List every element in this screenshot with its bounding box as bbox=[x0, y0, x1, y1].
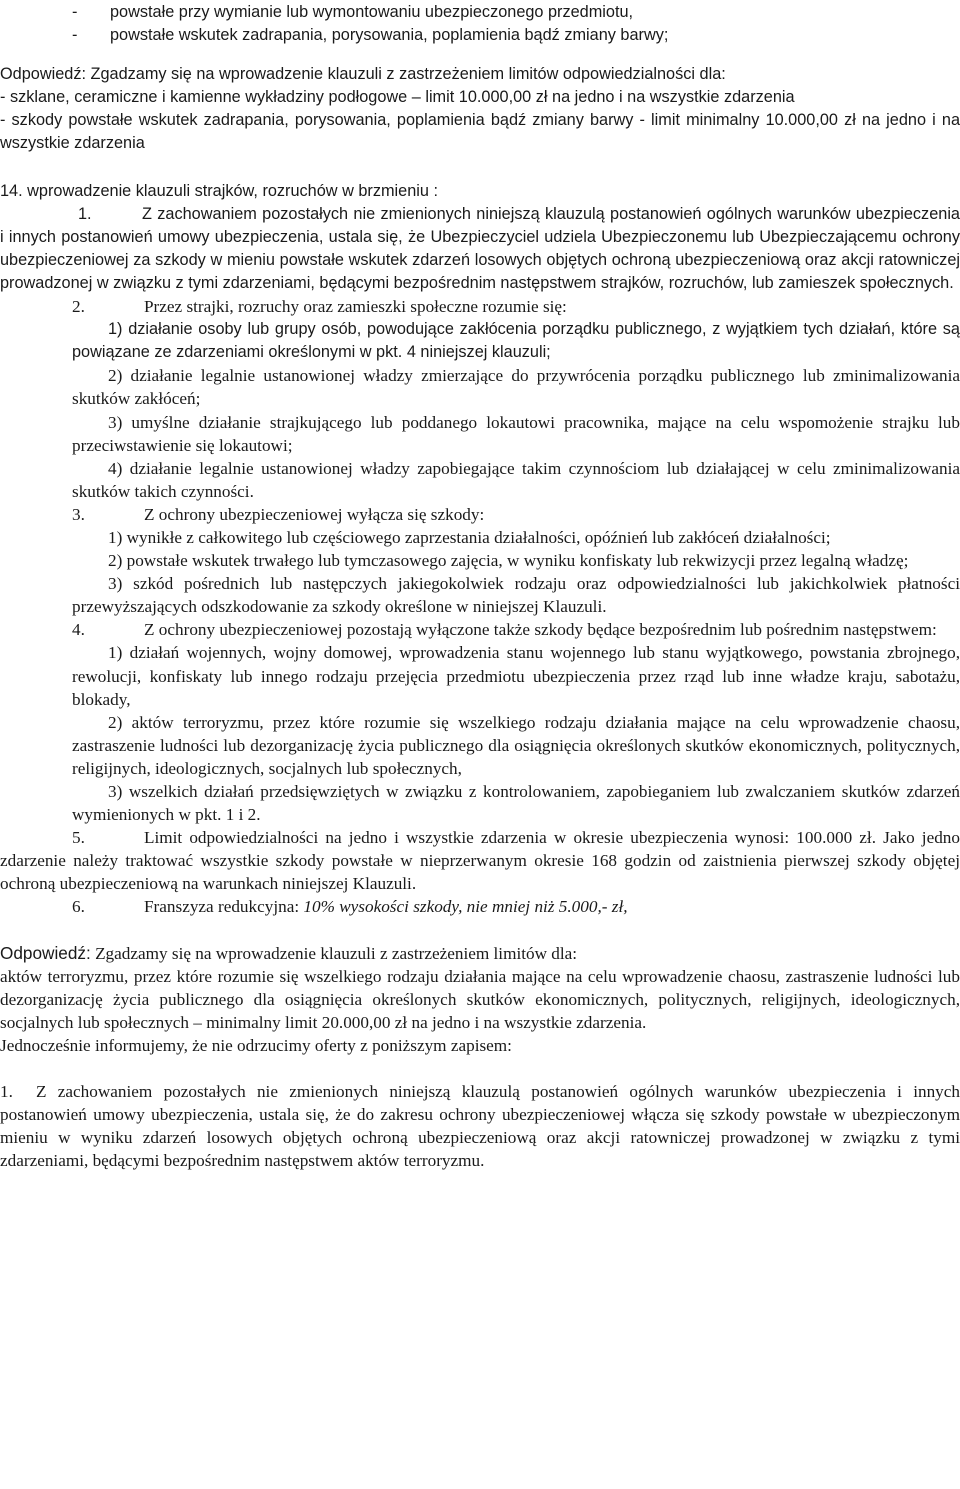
clause-subitem: 3) wszelkich działań przedsięwziętych w związku z kontrolowaniem, zapobieganiem lub zwalczaniem skutków zdarzeń wymienionych w pkt. 1 i 2. bbox=[72, 782, 960, 825]
clause-subitem: 4) działanie legalnie ustanowionej władzy zapobiegające takim czynnościom lub działającej w celu zminimalizowania skutków takich czynności. bbox=[72, 458, 960, 501]
bullet-item: - powstałe wskutek zadrapania, porysowania, poplamienia bądź zmiany barwy; bbox=[72, 26, 669, 45]
clause-paragraph bbox=[0, 826, 960, 895]
answer-body: aktów terroryzmu, przez które rozumie się wszelkiego rodzaju działania mające na celu wprowadzenie chaosu, zastraszenie ludności lub dezorganizację życia publicznego dla osiągnięcia określonych skutków ekonomicznych, politycznych, religijnych, ideologicznych, socjalnych lub społecznych – minimalny limit 20.000,00 zł na jedno i na wszystkie zdarzenia. bbox=[0, 966, 960, 1032]
deductible-label: Franszyza redukcyjna: bbox=[144, 897, 304, 917]
clause-number: 4. bbox=[72, 620, 85, 640]
clause-number: 5. bbox=[72, 828, 85, 848]
clause-number: 1. bbox=[0, 1082, 13, 1102]
clause-subitem: 2) aktów terroryzmu, przez które rozumie się wszelkiego rodzaju działania mające na celu wprowadzenie chaosu, zastraszenie ludności lub dezorganizację życia publicznego dla osiągnięcia określonych skutków ekonomicznych, politycznych, religijnych, ideologicznych, socjalnych lub społecznych, bbox=[72, 712, 960, 778]
clause-text: Z ochrony ubezpieczeniowej wyłącza się szkody: bbox=[144, 504, 485, 524]
clause-paragraph bbox=[0, 295, 960, 318]
clause-paragraph bbox=[0, 618, 960, 641]
deductible-value: 10% wysokości szkody, nie mniej niż 5.000,- zł, bbox=[303, 897, 628, 917]
answer-paragraph bbox=[0, 63, 960, 86]
answer-label: Odpowiedź: bbox=[0, 942, 91, 963]
clause-number: 6. bbox=[72, 897, 85, 917]
clause-subitem: 1) wynikłe z całkowitego lub częściowego zaprzestania działalności, opóźnień lub zakłóceń działalności; bbox=[108, 527, 831, 547]
spacer bbox=[0, 1057, 960, 1080]
clause-paragraph bbox=[0, 203, 960, 295]
final-clause bbox=[0, 1080, 960, 1172]
clause-paragraph bbox=[0, 895, 960, 918]
clause-text: Z zachowaniem pozostałych nie zmienionych niniejszą klauzulą postanowień ogólnych warunków ubezpieczenia i innych postanowień umowy ubezpieczenia, ustala się, że do zakresu ochrony ubezpieczeniowej włącza się szkody powstałe w ubezpieczonym mieniu w wyniku zdarzeń losowych objętych ochroną ubezpieczeniową oraz akcji ratowniczej prowadzonej w związku z tymi zdarzeniami, będącymi bezpośrednim następstwem aktów terroryzmu. bbox=[0, 1082, 960, 1171]
clause-subitem: 2) działanie legalnie ustanowionej władzy zmierzające do przywrócenia porządku publicznego lub zminimalizowania skutków zakłóceń; bbox=[72, 366, 960, 409]
clause-text: Limit odpowiedzialności na jedno i wszystkie zdarzenia w okresie ubezpieczenia wynosi: 100.000 zł. Jako jedno zdarzenie należy traktować wszystkie szkody powstałe w nieprzerwanym okresie 168 godzin od zaistnienia pierwszej szkody objętej ochroną ubezpieczeniową na warunkach niniejszej Klauzuli. bbox=[0, 828, 960, 894]
answer-lead: Zgadzamy się na wprowadzenie klauzuli z zastrzeżeniem limitów odpowiedzialności dla: bbox=[85, 65, 726, 84]
answer-label: Odpowiedź: bbox=[0, 65, 86, 84]
spacer bbox=[0, 919, 960, 942]
clause-text: Z ochrony ubezpieczeniowej pozostają wyłączone także szkody będące bezpośrednim lub pośrednim następstwem: bbox=[144, 620, 937, 640]
clause-subitem: 3) umyślne działanie strajkującego lub poddanego lokautowi pracownika, mające na celu wspomożenie strajku lub przeciwstawienie się lokautowi; bbox=[72, 412, 960, 455]
clause-number: 2. bbox=[72, 297, 85, 317]
answer-line: - szkody powstałe wskutek zadrapania, porysowania, poplamienia bądź zmiany barwy - limit minimalny 10.000,00 zł na jedno i na wszystkie zdarzenia bbox=[0, 111, 960, 153]
clause-text: Z zachowaniem pozostałych nie zmienionych niniejszą klauzulą postanowień ogólnych warunków ubezpieczenia i innych postanowień umowy ubezpieczenia, ustala się, że Ubezpieczyciel udziela Ubezpieczonemu lub Ubezpieczającemu ochrony ubezpieczeniowej za szkody w mieniu powstałe wskutek zdarzeń losowych objętych ochroną ubezpieczeniową oraz akcji ratowniczej prowadzonej w związku z tymi zdarzeniami, będącymi bezpośrednim następstwem strajków, rozruchów, lub zamieszek społecznych. bbox=[0, 204, 960, 292]
clause-subitem: 1) działanie osoby lub grupy osób, powodujące zakłócenia porządku publicznego, z wyjątkiem tych działań, które są powiązane ze zdarzeniami określonymi w pkt. 4 niniejszej klauzuli; bbox=[72, 320, 960, 362]
clause-paragraph bbox=[0, 503, 960, 526]
clause-number: 3. bbox=[72, 504, 85, 524]
section-heading: 14. wprowadzenie klauzuli strajków, rozruchów w brzmieniu : bbox=[0, 181, 438, 200]
clause-text: Przez strajki, rozruchy oraz zamieszki społeczne rozumie się: bbox=[144, 297, 567, 317]
answer-note: Jednocześnie informujemy, że nie odrzucimy oferty z poniższym zapisem: bbox=[0, 1035, 512, 1055]
answer-lead: Zgadzamy się na wprowadzenie klauzuli z zastrzeżeniem limitów dla: bbox=[90, 943, 578, 963]
clause-subitem: 2) powstałe wskutek trwałego lub tymczasowego zajęcia, w wyniku konfiskaty lub rekwizycji przez legalną władzę; bbox=[108, 551, 909, 571]
spacer bbox=[0, 156, 960, 180]
clause-number: 1. bbox=[78, 204, 92, 223]
spacer bbox=[0, 47, 960, 63]
answer-line: - szklane, ceramiczne i kamienne wykładziny podłogowe – limit 10.000,00 zł na jedno i na wszystkie zdarzenia bbox=[0, 88, 795, 107]
clause-subitem: 1) działań wojennych, wojny domowej, wprowadzenia stanu wojennego lub stanu wyjątkowego, powstania zbrojnego, rewolucji, konfiskaty lub innego rodzaju przejęcia przedmiotu ubezpieczenia przez rząd lub inne władze kraju, sabotażu, blokady, bbox=[72, 643, 960, 709]
clause-subitem: 3) szkód pośrednich lub następczych jakiegokolwiek rodzaju oraz odpowiedzialności lub jakichkolwiek płatności przewyższających odszkodowanie za szkody określone w niniejszej Klauzuli. bbox=[72, 574, 960, 617]
bullet-item: - powstałe przy wymianie lub wymontowaniu ubezpieczonego przedmiotu, bbox=[72, 3, 634, 21]
answer-paragraph bbox=[0, 942, 960, 965]
